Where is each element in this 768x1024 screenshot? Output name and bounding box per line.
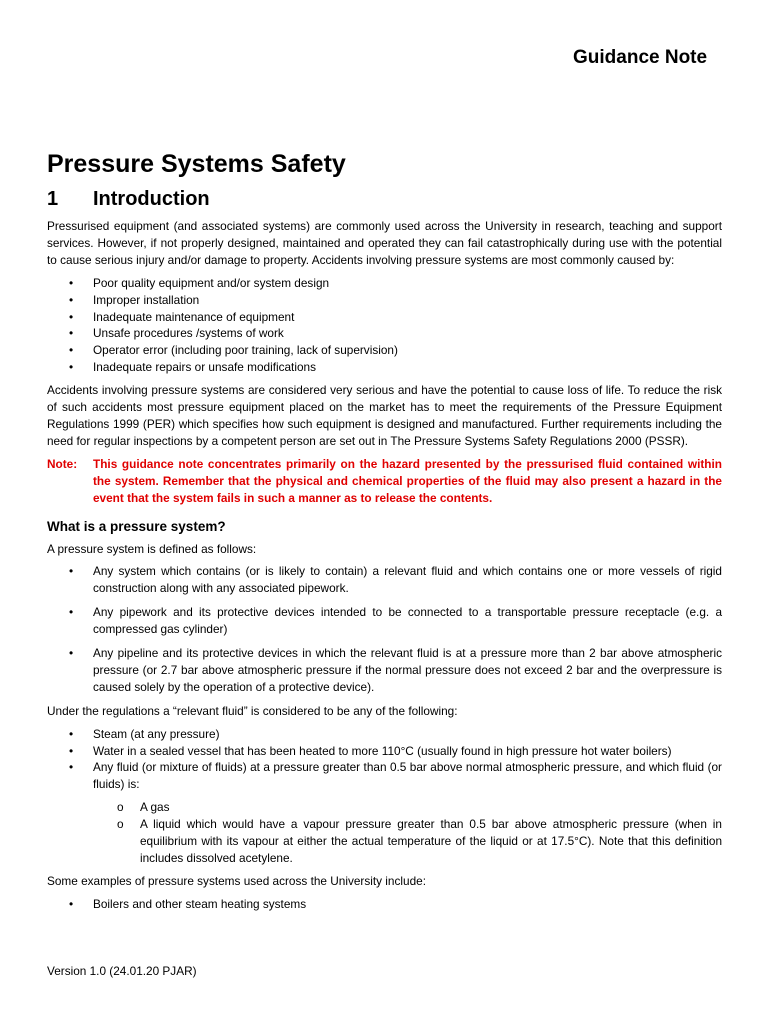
examples-intro: Some examples of pressure systems used across the University include: xyxy=(47,873,426,888)
list-item: • Boilers and other steam heating systems xyxy=(47,896,722,913)
examples-list xyxy=(47,896,722,913)
definitions-list xyxy=(47,563,722,695)
document-body xyxy=(47,148,722,919)
list-item: • Water in a sealed vessel that has been heated to more 110°C (usually found in high pressure hot water boilers) xyxy=(47,743,722,760)
section-title: Introduction xyxy=(93,188,210,210)
list-item: • Any system which contains (or is likely to contain) a relevant fluid and which contains one or more vessels of rigid construction along with any associated pipework. xyxy=(47,563,722,597)
section-heading xyxy=(47,186,722,212)
list-item: • Steam (at any pressure) xyxy=(47,726,722,743)
subheading: What is a pressure system? xyxy=(47,518,226,534)
fluid-sublist xyxy=(47,799,722,867)
list-item: • Any pipeline and its protective devices in which the relevant fluid is at a pressure more than 2 bar above atmospheric pressure (or 2.7 bar above atmospheric pressure if the normal pressure does not exceed 2 bar and the overpressure is caused solely by the operation of a protective device). xyxy=(47,645,722,696)
footer-version: Version 1.0 (24.01.20 PJAR) xyxy=(47,964,197,978)
list-item: • Improper installation xyxy=(47,292,722,309)
document-title: Pressure Systems Safety xyxy=(47,150,346,178)
intro-paragraph: Pressurised equipment (and associated systems) are commonly used across the University in research, teaching and support services. However, if not properly designed, maintained and operated they can fail catastrophically during use with the potential to cause serious injury and/or damage to property. Accidents involving pressure systems are most commonly caused by: xyxy=(47,219,722,267)
fluids-list xyxy=(47,726,722,794)
causes-list xyxy=(47,275,722,376)
definition-intro: A pressure system is defined as follows: xyxy=(47,541,257,556)
list-item: • Any pipework and its protective devices intended to be connected to a transportable pressure receptacle (e.g. a compressed gas cylinder) xyxy=(47,604,722,638)
fluid-intro: Under the regulations a “relevant fluid” is considered to be any of the following: xyxy=(47,703,458,718)
list-item: • Any fluid (or mixture of fluids) at a pressure greater than 0.5 bar above normal atmospheric pressure, and which fluid (or fluids) is: xyxy=(47,759,722,793)
list-item: • Inadequate repairs or unsafe modifications xyxy=(47,359,722,376)
list-item: o A liquid which would have a vapour pressure greater than 0.5 bar above atmospheric pressure (when in equilibrium with its vapour at either the actual temperature of the liquid or at 17.5°C). Note that this definition includes dissolved acetylene. xyxy=(47,816,722,867)
note-label: Note: xyxy=(47,456,78,471)
list-item: o A gas xyxy=(47,799,722,816)
header-title: Guidance Note xyxy=(573,47,708,68)
note-text: This guidance note concentrates primarily on the hazard presented by the pressurised fluid contained within the system. Remember that the physical and chemical properties of the fluid may also present a hazard in the event that the system fails in such a manner as to release the contents. xyxy=(93,456,722,505)
list-item: • Operator error (including poor training, lack of supervision) xyxy=(47,342,722,359)
section-number: 1 xyxy=(47,188,59,210)
note-block xyxy=(47,456,722,507)
list-item: • Poor quality equipment and/or system design xyxy=(47,275,722,292)
list-item: • Unsafe procedures /systems of work xyxy=(47,325,722,342)
list-item: • Inadequate maintenance of equipment xyxy=(47,309,722,326)
accidents-paragraph: Accidents involving pressure systems are considered very serious and have the potential to cause loss of life. To reduce the risk of such accidents most pressure equipment placed on the market has to meet the requirements of the Pressure Equipment Regulations 1999 (PER) which specifies how such equipment is designed and manufactured. Further requirements including the need for regular inspections by a competent person are set out in The Pressure Systems Safety Regulations 2000 (PSSR). xyxy=(47,383,722,448)
